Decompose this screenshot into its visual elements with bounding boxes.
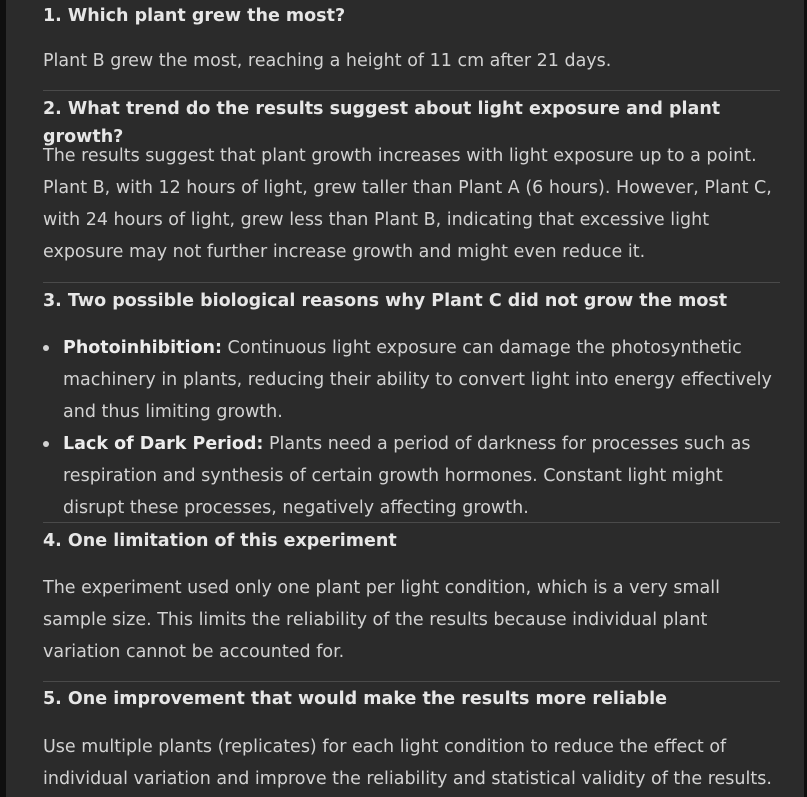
section-heading: 3. Two possible biological reasons why Plant C did not grow the most [43, 291, 728, 311]
section-answer: Plant B grew the most, reaching a height of 11 cm after 21 days. [43, 51, 612, 71]
section-heading: 2. What trend do the results suggest about light exposure and plant growth? [43, 99, 721, 147]
bullet-text: Plants need a period of darkness for processes such as respiration and synthesis of certain growth hormones. Constant light might disrupt these processes, negatively affecting growth. [63, 434, 751, 518]
section-trend [43, 91, 780, 283]
section-answer: The experiment used only one plant per light condition, which is a very small sample size. This limits the reliability of the results because individual plant variation cannot be accounted for. [43, 578, 720, 662]
section-answer: Use multiple plants (replicates) for each light condition to reduce the effect of individual variation and improve the reliability and statistical validity of the results. [43, 737, 772, 789]
bullet-term: Photoinhibition: [63, 338, 222, 358]
section-which-plant-grew-most [43, 0, 780, 91]
section-answer: The results suggest that plant growth increases with light exposure up to a point. Plant B, with 12 hours of light, grew taller than Plant A (6 hours). However, Plant C, with 24 hours of light, grew less than Plant B, indicating that excessive light exposure may not further increase growth and might even reduce it. [43, 146, 772, 262]
section-biological-reasons [43, 283, 780, 523]
section-limitation [43, 523, 780, 682]
section-improvement [43, 682, 780, 797]
section-heading: 4. One limitation of this experiment [43, 531, 397, 551]
list-item [63, 428, 788, 524]
list-item [63, 332, 788, 428]
section-heading: 1. Which plant grew the most? [43, 6, 346, 26]
bullet-text: Continuous light exposure can damage the photosynthetic machinery in plants, reducing their ability to convert light into energy effectively and thus limiting growth. [63, 338, 772, 422]
section-heading: 5. One improvement that would make the results more reliable [43, 689, 668, 709]
reasons-list [43, 332, 788, 524]
bullet-term: Lack of Dark Period: [63, 434, 264, 454]
